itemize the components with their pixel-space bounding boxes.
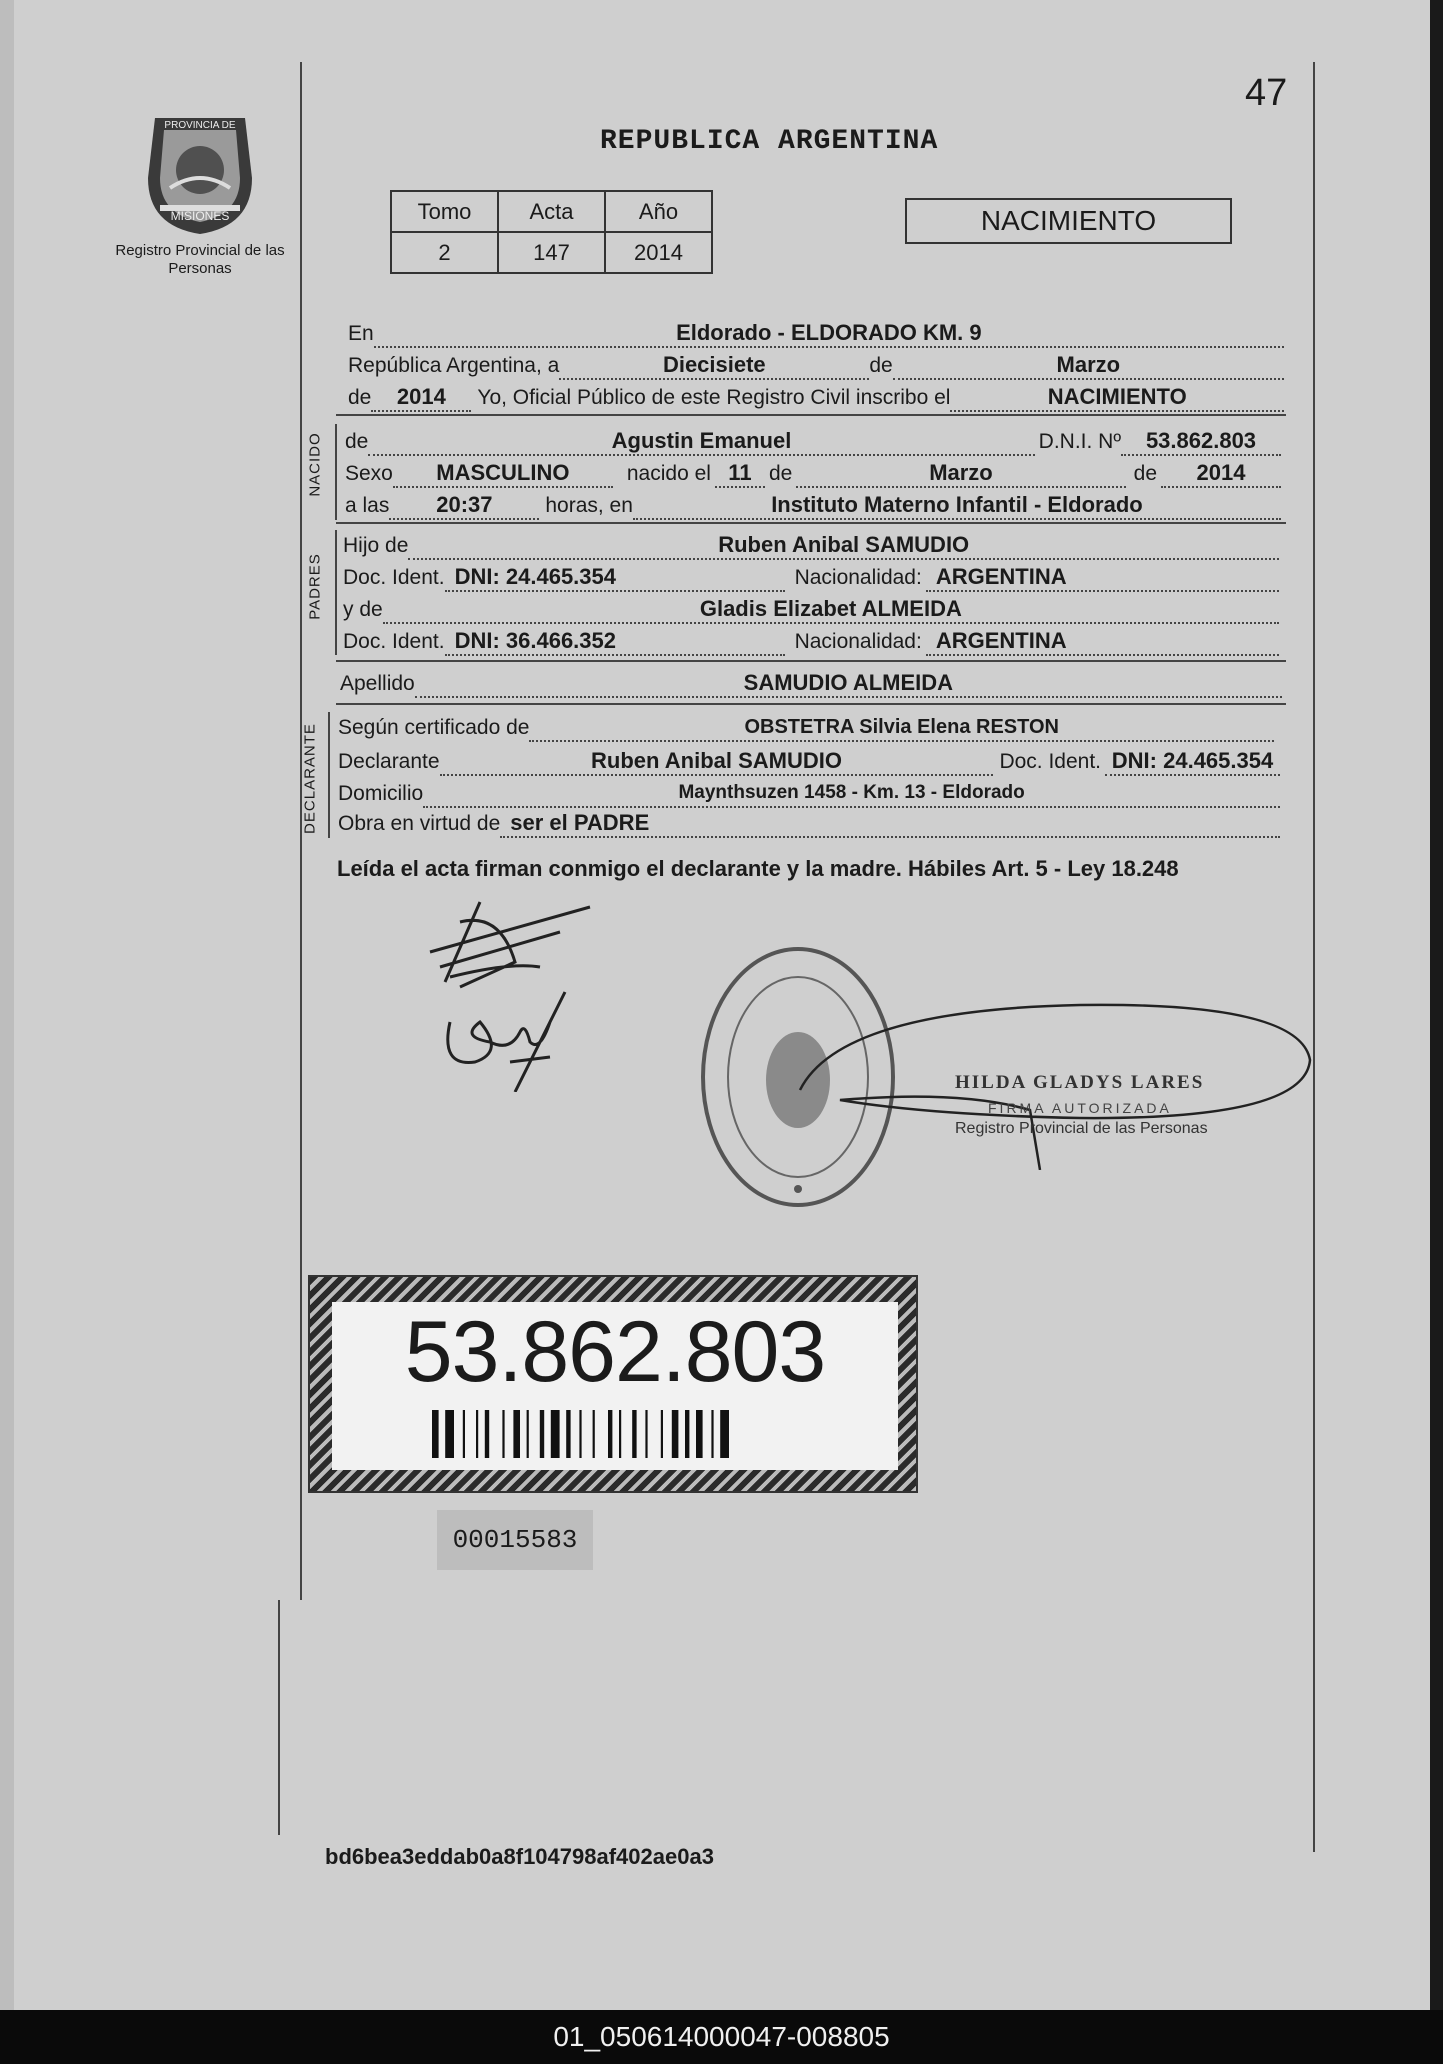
record-table-values [391,232,712,273]
label-apellido: Apellido [340,672,415,695]
barcode-bar [672,1410,679,1458]
field-mother: Gladis Elizabet ALMEIDA [383,596,1279,624]
barcode-bar [720,1410,729,1458]
dni-sticker [308,1275,918,1493]
right-margin-line [1313,62,1315,1852]
header-tomo: Tomo [391,191,498,232]
barcode-bar [685,1410,689,1458]
page-left-edge [0,0,14,2010]
closing-statement: Leída el acta firman conmigo el declarante y la madre. Hábiles Art. 5 - Ley 18.248 [337,856,1179,881]
line-official [348,382,1284,412]
field-mother-doc: DNI: 36.466.352 [445,628,785,656]
barcode-bar [540,1410,544,1458]
declarant-signature [420,892,625,1092]
barcode-bar [579,1410,581,1458]
barcode-bar [527,1410,529,1458]
sticker-dni-number: 53.862.803 [404,1304,826,1400]
barcode-bar [485,1410,489,1458]
stamp-name: HILDA GLADYS LARES [955,1072,1205,1093]
label-de-3: de [1133,462,1157,485]
barcode-bar [593,1410,595,1458]
value-acta: 147 [498,232,605,273]
label-obra: Obra en virtud de [338,812,501,835]
field-surname: SAMUDIO ALMEIDA [415,670,1282,698]
field-father-doc: DNI: 24.465.354 [445,564,785,592]
label-domicilio: Domicilio [338,782,424,805]
label-doc-mother: Doc. Ident. [343,630,445,653]
label-sexo: Sexo [345,462,393,485]
label-hijo-de: Hijo de [343,534,409,557]
line-surname [340,668,1282,698]
stamp-role: FIRMA AUTORIZADA [988,1100,1172,1116]
label-declarante: Declarante [338,750,440,773]
barcode-bar [608,1410,612,1458]
field-certificate: OBSTETRA Silvia Elena RESTON [529,714,1274,742]
barcode-bar [551,1410,560,1458]
barcode-bar [502,1410,504,1458]
line-virtue [338,808,1280,838]
field-mother-nac: ARGENTINA [926,628,1279,656]
line-birth-time [345,490,1281,520]
section-divider-line [278,1600,280,1835]
field-hora: 20:37 [389,492,539,520]
label-doc-father: Doc. Ident. [343,566,445,589]
label-y-de: y de [343,598,383,621]
label-country: República Argentina, a [348,354,560,377]
label-doc-declarant: Doc. Ident. [999,750,1101,773]
field-father: Ruben Anibal SAMUDIO [408,532,1279,560]
barcode-bar [513,1410,520,1458]
barcode-bar [445,1410,454,1458]
document-hash: bd6bea3eddab0a8f104798af402ae0a3 [325,1844,714,1869]
field-birth-year: 2014 [1161,460,1281,488]
act-type-box: NACIMIENTO [905,198,1232,244]
dni-sticker-inner [332,1302,898,1470]
logo-text-provincia: PROVINCIA DE [164,120,236,131]
section-padres-bar [335,530,337,655]
field-father-nac: ARGENTINA [926,564,1279,592]
barcode-bar [566,1410,570,1458]
field-child-dni: 53.862.803 [1121,428,1281,456]
line-father [343,530,1279,560]
label-nac-mother: Nacionalidad: [794,630,922,653]
line-declarant [338,746,1280,776]
section-declarante-bar [328,712,330,838]
line-certificate [338,712,1274,742]
field-year: 2014 [371,384,471,412]
divider-apellido [336,703,1286,705]
line-date [348,350,1284,380]
registry-name: Registro Provincial de las Personas [115,242,285,277]
header-acta: Acta [498,191,605,232]
barcode-bar [661,1410,663,1458]
field-declarant: Ruben Anibal SAMUDIO [440,748,994,776]
label-horas-en: horas, en [545,494,633,517]
section-declarante-label: DECLARANTE [301,723,319,834]
label-certificado: Según certificado de [338,716,530,739]
barcode [432,1410,798,1458]
section-nacido-label: NACIDO [306,432,324,497]
misiones-seal-logo [140,108,260,238]
barcode-bar [645,1410,647,1458]
field-child-name: Agustin Emanuel [368,428,1034,456]
line-address [338,778,1280,808]
divider-padres [336,660,1286,662]
barcode-bar [476,1410,478,1458]
barcode-bar [696,1410,703,1458]
field-virtue: ser el PADRE [500,810,1280,838]
label-de-month: de [869,354,893,377]
label-official: Yo, Oficial Público de este Registro Civil inscribo el [477,386,951,409]
field-declarant-doc: DNI: 24.465.354 [1105,748,1280,776]
label-en: En [348,322,374,345]
divider-intro [336,414,1286,416]
label-de-year: de [348,386,372,409]
line-place [348,318,1284,348]
line-child-name [345,426,1281,456]
page-title: REPUBLICA ARGENTINA [600,126,939,157]
label-de-2: de [768,462,793,485]
line-mother-doc [343,626,1279,656]
label-dni: D.N.I. Nº [1038,430,1121,453]
line-sex-birth [345,458,1281,488]
barcode-bar [619,1410,621,1458]
value-tomo: 2 [391,232,498,273]
header-anio: Año [605,191,712,232]
field-sexo: MASCULINO [393,460,613,488]
record-table [390,190,713,274]
serial-number: 00015583 [437,1510,593,1570]
field-birth-place: Instituto Materno Infantil - Eldorado [633,492,1281,520]
barcode-bar [632,1410,636,1458]
section-nacido-bar [335,424,337,520]
scan-footer: 01_050614000047-008805 [0,2010,1443,2064]
field-address: Maynthsuzen 1458 - Km. 13 - Eldorado [423,780,1280,808]
divider-nacido [336,522,1286,524]
line-mother [343,594,1279,624]
label-a-las: a las [345,494,390,517]
label-de-child: de [345,430,369,453]
line-father-doc [343,562,1279,592]
value-anio: 2014 [605,232,712,273]
field-day: Diecisiete [559,352,869,380]
record-table-header [391,191,712,232]
page-number: 47 [1245,72,1288,114]
logo-text-misiones: MISIONES [170,209,230,223]
label-nacido-el: nacido el [626,462,711,485]
barcode-bar [432,1410,439,1458]
field-birth-day: 11 [715,460,765,488]
barcode-bar [711,1410,713,1458]
field-place: Eldorado - ELDORADO KM. 9 [374,320,1284,348]
field-month: Marzo [893,352,1284,380]
stamp-org: Registro Provincial de las Personas [955,1120,1208,1137]
field-birth-month: Marzo [796,460,1125,488]
barcode-bar [463,1410,465,1458]
label-nac-father: Nacionalidad: [794,566,922,589]
section-padres-label: PADRES [306,553,324,620]
field-act: NACIMIENTO [950,384,1284,412]
